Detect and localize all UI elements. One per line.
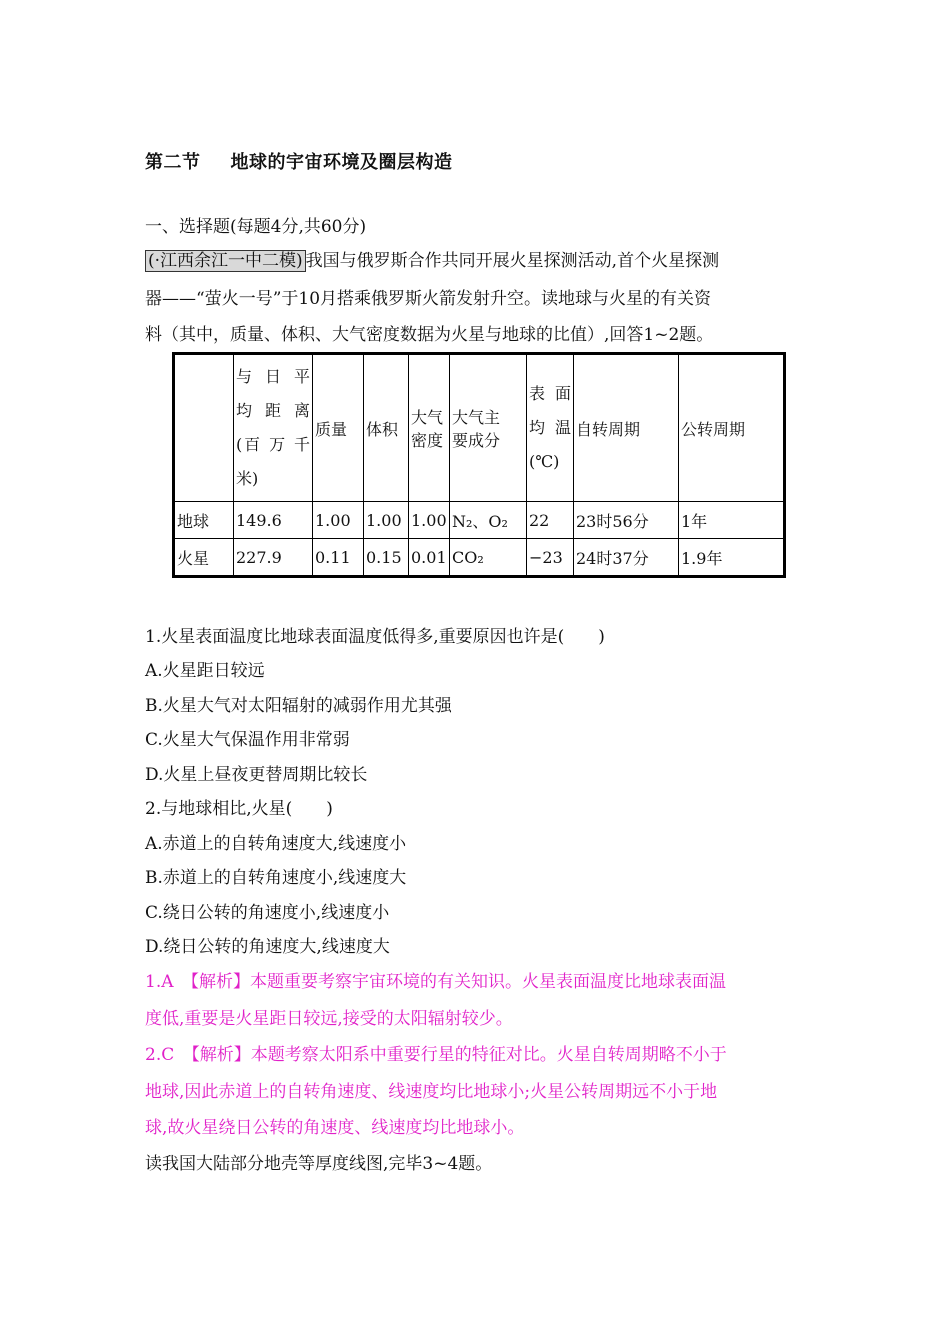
q1-option-b: B.火星大气对太阳辐射的减弱作用尤其强 xyxy=(145,696,452,716)
q1-option-d: D.火星上昼夜更替周期比较长 xyxy=(145,765,368,785)
answer-2-line-2: 地球,因此赤道上的自转角速度、线速度均比地球小;火星公转周期远不小于地 xyxy=(145,1082,718,1102)
table-header-row xyxy=(174,354,785,502)
q2-option-d: D.绕日公转的角速度大,线速度大 xyxy=(145,937,390,957)
answer-2-line-3: 球,故火星绕日公转的角速度、线速度均比地球小。 xyxy=(145,1118,525,1138)
section-name: 地球的宇宙环境及圈层构造 xyxy=(230,152,453,173)
header-volume: 体积 xyxy=(364,354,409,502)
cell-revolution: 1.9年 xyxy=(679,539,785,577)
q2-stem: 2.与地球相比,火星( ) xyxy=(145,799,333,819)
q1-stem: 1.火星表面温度比地球表面温度低得多,重要原因也许是( ) xyxy=(145,627,605,647)
cell-composition: N₂、O₂ xyxy=(450,502,527,539)
header-distance-2: 均 距 离 xyxy=(236,401,310,420)
header-mass: 质量 xyxy=(313,354,364,502)
header-density-1: 大气 xyxy=(411,408,444,427)
cell-volume: 1.00 xyxy=(364,502,409,539)
intro-text-1: 我国与俄罗斯合作共同开展火星探测活动,首个火星探测 xyxy=(305,251,720,271)
q2-option-c: C.绕日公转的角速度小,线速度小 xyxy=(145,903,390,923)
cell-density: 1.00 xyxy=(409,502,450,539)
header-density-2: 密度 xyxy=(411,431,444,450)
header-temp-3: (℃) xyxy=(529,452,560,471)
cell-distance: 149.6 xyxy=(234,502,313,539)
header-distance-3: (百 万 千 xyxy=(236,435,310,454)
q2-option-a: A.赤道上的自转角速度大,线速度小 xyxy=(145,834,407,854)
answer-1-line-2: 度低,重要是火星距日较远,接受的太阳辐射较少。 xyxy=(145,1009,513,1029)
cell-distance: 227.9 xyxy=(234,539,313,577)
q1-option-a: A.火星距日较远 xyxy=(145,661,265,681)
header-temp-2: 均 温 xyxy=(529,418,571,437)
intro-line-1 xyxy=(145,246,719,271)
header-temp xyxy=(527,354,574,502)
header-rotation: 自转周期 xyxy=(574,354,679,502)
part-heading: 一、选择题(每题4分,共60分) xyxy=(145,217,367,237)
cell-rotation: 24时37分 xyxy=(574,539,679,577)
next-question-prompt: 读我国大陆部分地壳等厚度线图,完毕3~4题。 xyxy=(145,1154,493,1174)
q2-option-b: B.赤道上的自转角速度小,线速度大 xyxy=(145,868,407,888)
cell-volume: 0.15 xyxy=(364,539,409,577)
header-temp-1: 表 面 xyxy=(529,384,571,403)
cell-name: 火星 xyxy=(174,539,234,577)
answer-2-line-1: 2.C 【解析】本题考察太阳系中重要行星的特征对比。火星自转周期略不小于 xyxy=(145,1045,727,1065)
header-composition-1: 大气主 xyxy=(452,408,501,427)
cell-rotation: 23时56分 xyxy=(574,502,679,539)
header-distance-4: 米) xyxy=(236,469,259,488)
header-density xyxy=(409,354,450,502)
cell-mass: 0.11 xyxy=(313,539,364,577)
header-distance-1: 与 日 平 xyxy=(236,367,310,386)
header-revolution: 公转周期 xyxy=(679,354,785,502)
cell-density: 0.01 xyxy=(409,539,450,577)
header-composition xyxy=(450,354,527,502)
cell-composition: CO₂ xyxy=(450,539,527,577)
q1-option-c: C.火星大气保温作用非常弱 xyxy=(145,730,350,750)
intro-line-3: 料（其中，质量、体积、大气密度数据为火星与地球的比值）,回答1~2题。 xyxy=(145,325,714,345)
table-row-mars xyxy=(174,539,785,577)
header-composition-2: 要成分 xyxy=(452,431,501,450)
cell-mass: 1.00 xyxy=(313,502,364,539)
cell-name: 地球 xyxy=(174,502,234,539)
planet-comparison-table xyxy=(172,352,786,578)
header-distance xyxy=(234,354,313,502)
intro-line-2: 器——“萤火一号”于10月搭乘俄罗斯火箭发射升空。读地球与火星的有关资 xyxy=(145,289,712,309)
cell-temp: 22 xyxy=(527,502,574,539)
header-empty xyxy=(174,354,234,502)
source-tag: (·江西余江一中二模) xyxy=(145,250,306,272)
answer-1-line-1: 1.A 【解析】本题重要考察宇宙环境的有关知识。火星表面温度比地球表面温 xyxy=(145,972,726,992)
cell-temp: −23 xyxy=(527,539,574,577)
cell-revolution: 1年 xyxy=(679,502,785,539)
section-title xyxy=(145,148,453,174)
section-number: 第二节 xyxy=(145,152,201,173)
table-row-earth xyxy=(174,502,785,539)
